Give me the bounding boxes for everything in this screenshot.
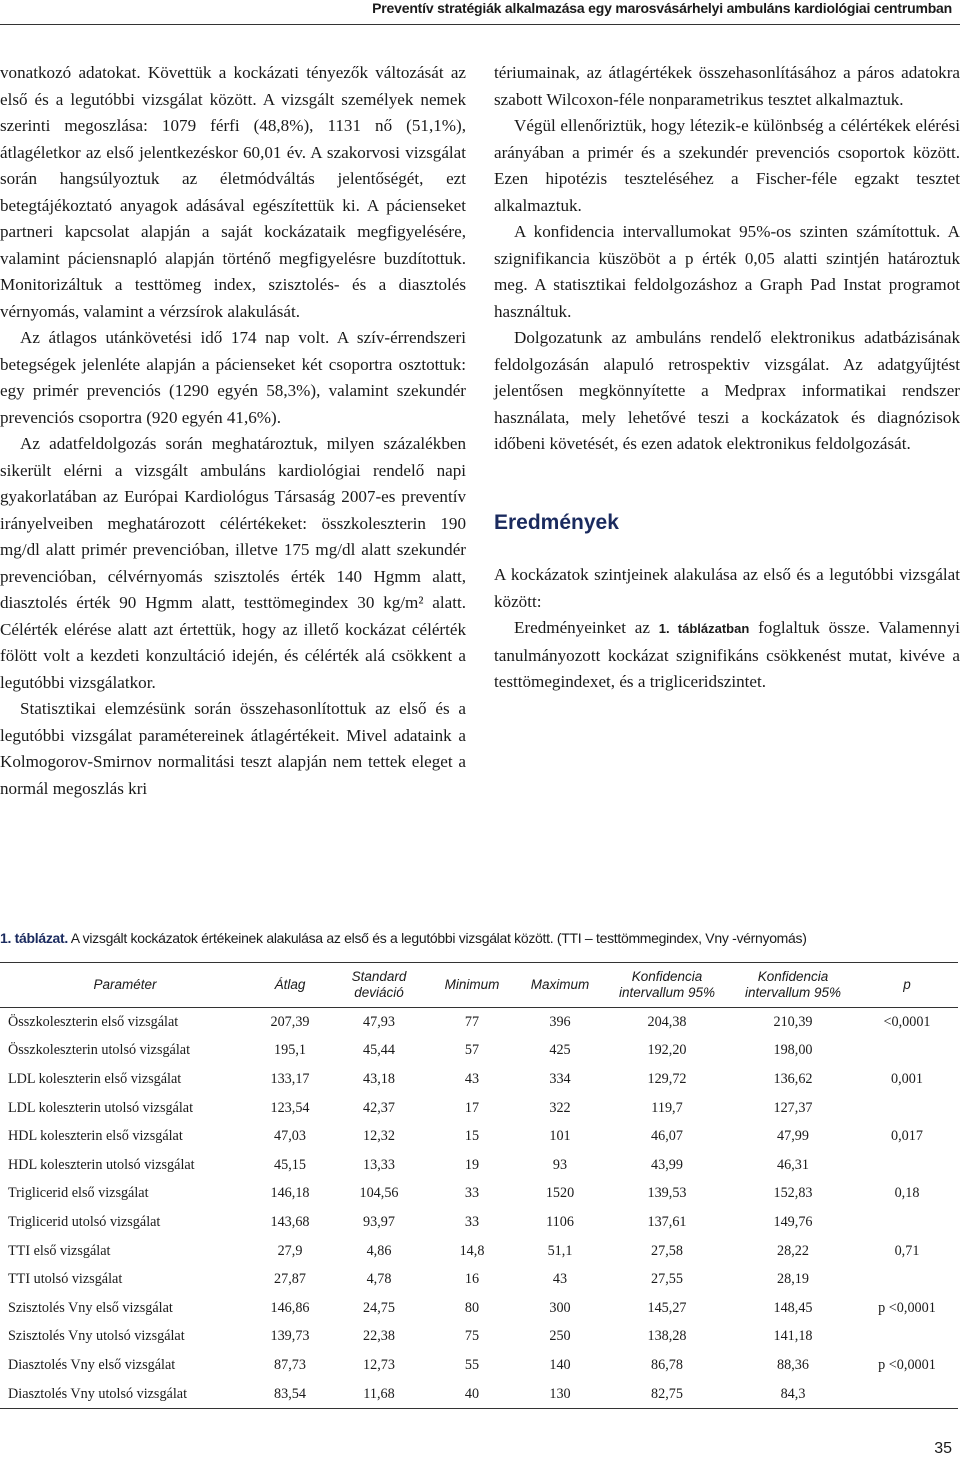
table-row bbox=[0, 1065, 958, 1094]
right-paragraph-4: Dolgozatunk az ambuláns rendelő elektronikus adatbázisának feldolgozásán alapuló retrospektiv vizsgálat. Az adatgyűjtést jelentősen megkönnyítette a Medprax informatikai rendszer használata, mely lehetővé teszi a kockázatok és diagnózisok időbeni követését, és ezen adatok elektronikus feldolgozását. bbox=[494, 328, 960, 453]
table-cell: 4,86 bbox=[366, 1242, 392, 1259]
running-header: Preventív stratégiák alkalmazása egy marosvásárhelyi ambuláns kardiológiai centrumban bbox=[372, 0, 952, 16]
right-paragraph-2: Végül ellenőriztük, hogy létezik-e különbség a célértékek elérési arányában a primér és a szekundér prevenciós csoportok között. Ezen hipotézis teszteléséhez a Fischer-féle egzakt tesztet alkalmaztuk. bbox=[494, 116, 960, 215]
table-cell: p <0,0001 bbox=[878, 1299, 936, 1316]
table-cell: 0,017 bbox=[891, 1128, 923, 1145]
table-header-row bbox=[0, 963, 958, 1008]
row-parameter: HDL koleszterin utolsó vizsgálat bbox=[8, 1156, 195, 1173]
table-cell: 0,001 bbox=[891, 1070, 923, 1087]
table-row bbox=[0, 1237, 958, 1266]
table-cell: 77 bbox=[464, 1013, 480, 1030]
header-rule bbox=[0, 24, 960, 25]
table-cell: 198,00 bbox=[773, 1042, 813, 1059]
header-ci-lower: Konfidencia intervallum 95% bbox=[604, 963, 730, 1008]
table-row bbox=[0, 1122, 958, 1151]
table-cell: 136,62 bbox=[773, 1070, 813, 1087]
table-cell: 27,87 bbox=[274, 1271, 306, 1288]
table-cell: 28,19 bbox=[777, 1271, 809, 1288]
table-cell: 12,32 bbox=[363, 1128, 395, 1145]
row-parameter: LDL koleszterin első vizsgálat bbox=[8, 1070, 182, 1087]
table-caption bbox=[0, 930, 807, 946]
header-mean: Átlag bbox=[250, 963, 330, 1008]
table-cell: 195,1 bbox=[274, 1042, 306, 1059]
table-cell: 88,36 bbox=[777, 1356, 809, 1373]
table-cell: 152,83 bbox=[773, 1185, 813, 1202]
results-paragraph-end: foglaltuk össze. Valamennyi tanulmányozott kockázat szignifikáns csökkenést mutat, kivéve a testtömegindexet, és a trigliceridszintet. bbox=[494, 618, 960, 691]
table-cell: 123,54 bbox=[270, 1099, 310, 1116]
table-cell: 425 bbox=[549, 1042, 571, 1059]
table-body bbox=[0, 1008, 958, 1409]
row-parameter: Triglicerid első vizsgálat bbox=[8, 1185, 149, 1202]
table-cell: 75 bbox=[464, 1328, 480, 1345]
results-table bbox=[0, 962, 958, 1409]
table-cell: 45,15 bbox=[274, 1156, 306, 1173]
table-cell: 51,1 bbox=[547, 1242, 573, 1259]
table-cell: 130 bbox=[516, 1380, 604, 1409]
table-cell: 139,73 bbox=[270, 1328, 310, 1345]
table-cell: p <0,0001 bbox=[878, 1356, 936, 1373]
table-cell: 43,99 bbox=[651, 1156, 683, 1173]
right-paragraph-1: tériumainak, az átlagértékek összehasonlításához a páros adatokra szabott Wilcoxon-féle nonparametrikus tesztet alkalmaztuk. bbox=[494, 63, 960, 109]
table-caption-label: 1. táblázat. bbox=[0, 930, 68, 946]
header-std-dev: Standard deviáció bbox=[330, 963, 428, 1008]
table-cell bbox=[856, 1208, 958, 1237]
table-caption-text: A vizsgált kockázatok értékeinek alakulása az első és a legutóbbi vizsgálat között. (TTI – testtömmegindex, Vny -vérnyomás) bbox=[67, 930, 807, 946]
row-parameter: Diasztolés Vny utolsó vizsgálat bbox=[0, 1380, 250, 1409]
table-cell: 46,31 bbox=[777, 1156, 809, 1173]
section-heading-results: Eredmények bbox=[494, 510, 619, 534]
table-cell: 13,33 bbox=[363, 1156, 395, 1173]
table-cell bbox=[856, 1094, 958, 1123]
table-cell: 129,72 bbox=[647, 1070, 687, 1087]
table-row bbox=[0, 1294, 958, 1323]
row-parameter: TTI utolsó vizsgálat bbox=[8, 1271, 123, 1288]
table-cell: 137,61 bbox=[647, 1213, 687, 1230]
header-minimum: Minimum bbox=[428, 963, 516, 1008]
left-paragraph-1: vonatkozó adatokat. Követtük a kockázati tényezők változását az első és a legutóbbi vizsgálat között. A vizsgált személyek nemek szerinti megoszlása: 1079 férfi (48,8%), 1131 nő (51,1%), átlagéletkor az első jelentkezéskor 60,01 év. A szakorvosi vizsgálat során hangsúlyoztuk az életmódváltás jelentőségét, ezt betegtájékoztató anyagok adásával egészítettük ki. A pácienseket partneri kapcsolat alapján a saját kockázataik megfigyelésére, valamint páciensnapló alapján történő megfigyelésre buzdítottuk. Monitorizáltuk a testtömeg index, szisztolés- és a diasztolés vérnyomás, valamint a vérzsírok alakulását. bbox=[0, 63, 466, 321]
table-cell bbox=[856, 1380, 958, 1409]
table-cell: 43 bbox=[552, 1271, 568, 1288]
row-parameter: TTI első vizsgálat bbox=[8, 1242, 111, 1259]
table-cell: 33 bbox=[464, 1213, 480, 1230]
table-cell: 17 bbox=[464, 1099, 480, 1116]
table-cell: 141,18 bbox=[773, 1328, 813, 1345]
page-number: 35 bbox=[934, 1440, 952, 1457]
results-paragraph-start: Eredményeinket az bbox=[514, 618, 659, 637]
table-row bbox=[0, 1094, 958, 1123]
left-paragraph-4: Statisztikai elemzésünk során összehasonlítottuk az első és a legutóbbi vizsgálat paramétereinek átlagértékeit. Mivel adataink a Kolmogorov-Smirnov normalitási teszt alapján nem tettek eleget a normál megoszlás kri bbox=[0, 699, 466, 798]
row-parameter: Szisztolés Vny utolsó vizsgálat bbox=[8, 1328, 185, 1345]
table-cell: 204,38 bbox=[647, 1013, 687, 1030]
table-cell bbox=[856, 1037, 958, 1066]
results-paragraph bbox=[494, 615, 960, 696]
table-cell bbox=[856, 1265, 958, 1294]
table-cell: 138,28 bbox=[647, 1328, 687, 1345]
table-cell: 300 bbox=[549, 1299, 571, 1316]
table-cell: 15 bbox=[464, 1128, 480, 1145]
table-cell: 47,03 bbox=[274, 1128, 306, 1145]
table-cell: 57 bbox=[464, 1042, 480, 1059]
table-cell: 24,75 bbox=[363, 1299, 395, 1316]
results-intro: A kockázatok szintjeinek alakulása az első és a legutóbbi vizsgálat között: bbox=[494, 565, 960, 611]
table-cell: 143,68 bbox=[270, 1213, 310, 1230]
table-cell: 192,20 bbox=[647, 1042, 687, 1059]
table-cell: 148,45 bbox=[773, 1299, 813, 1316]
table-cell: 1106 bbox=[546, 1213, 574, 1230]
table-cell: 47,93 bbox=[363, 1013, 395, 1030]
row-parameter: Diasztolés Vny első vizsgálat bbox=[8, 1356, 176, 1373]
table-cell: 80 bbox=[464, 1299, 480, 1316]
header-parameter: Paraméter bbox=[0, 963, 250, 1008]
table-cell: 146,18 bbox=[270, 1185, 310, 1202]
table-cell: 83,54 bbox=[250, 1380, 330, 1409]
table-cell: 55 bbox=[464, 1356, 480, 1373]
table-cell: 0,71 bbox=[894, 1242, 920, 1259]
row-parameter: HDL koleszterin első vizsgálat bbox=[8, 1128, 183, 1145]
table-cell: 27,55 bbox=[651, 1271, 683, 1288]
table-row bbox=[0, 1208, 958, 1237]
row-parameter: LDL koleszterin utolsó vizsgálat bbox=[8, 1099, 194, 1116]
table-cell: 16 bbox=[464, 1271, 480, 1288]
table-row bbox=[0, 1037, 958, 1066]
table-cell: 127,37 bbox=[773, 1099, 813, 1116]
table-cell: 27,9 bbox=[277, 1242, 303, 1259]
table-row bbox=[0, 1151, 958, 1180]
left-column bbox=[0, 60, 466, 802]
table-cell: 33 bbox=[464, 1185, 480, 1202]
header-ci-upper: Konfidencia intervallum 95% bbox=[730, 963, 856, 1008]
table-cell: 87,73 bbox=[274, 1356, 306, 1373]
table-cell: 4,78 bbox=[366, 1271, 392, 1288]
table-row bbox=[0, 1351, 958, 1380]
table-cell: 396 bbox=[549, 1013, 571, 1030]
table-cell: 0,18 bbox=[894, 1185, 920, 1202]
table-cell: 14,8 bbox=[459, 1242, 485, 1259]
table-cell: 43 bbox=[464, 1070, 480, 1087]
right-column bbox=[494, 60, 960, 696]
table-reference: 1. táblázatban bbox=[658, 621, 750, 636]
table-cell: 93 bbox=[552, 1156, 568, 1173]
table-cell: 146,86 bbox=[270, 1299, 310, 1316]
table-cell: 82,75 bbox=[604, 1380, 730, 1409]
table-cell bbox=[856, 1323, 958, 1352]
table-row bbox=[0, 1323, 958, 1352]
left-paragraph-3: Az adatfeldolgozás során meghatároztuk, milyen százalékben sikerült elérni a vizsgált ambuláns kardiológiai rendelő napi gyakorlatában az Európai Kardiológus Társaság 2007-es preventív irányelveiben meghatározott célértékeket: összkoleszterin 190 mg/dl alatt primér prevencióban, illetve 175 mg/dl alatt szekundér prevencióban, célvérnyomás szisztolés érték 140 Hgmm alatt, diasztolés érték 90 Hgmm alatt, testtömegindex 30 kg/m² alatt. Célérték elérése alatt azt értettük, hogy az illető kockázat célérték fölött volt a kezdeti konzultáció idején, és célérték alá csökkent a legutóbbi vizsgálatkor. bbox=[0, 434, 466, 692]
table-cell: 42,37 bbox=[363, 1099, 395, 1116]
header-p-value: p bbox=[856, 963, 958, 1008]
table-cell: 145,27 bbox=[647, 1299, 687, 1316]
table-cell: <0,0001 bbox=[883, 1013, 931, 1030]
table-cell: 22,38 bbox=[363, 1328, 395, 1345]
table-cell: 140 bbox=[549, 1356, 571, 1373]
header-maximum: Maximum bbox=[516, 963, 604, 1008]
table-cell: 86,78 bbox=[651, 1356, 683, 1373]
table-cell: 47,99 bbox=[777, 1128, 809, 1145]
table-cell: 139,53 bbox=[647, 1185, 687, 1202]
row-parameter: Összkoleszterin első vizsgálat bbox=[8, 1013, 179, 1030]
row-parameter: Triglicerid utolsó vizsgálat bbox=[8, 1213, 161, 1230]
table-cell: 12,73 bbox=[363, 1356, 395, 1373]
table-cell: 28,22 bbox=[777, 1242, 809, 1259]
table-row bbox=[0, 1265, 958, 1294]
table-cell: 210,39 bbox=[773, 1013, 813, 1030]
table-cell: 84,3 bbox=[730, 1380, 856, 1409]
table-cell: 250 bbox=[549, 1328, 571, 1345]
left-paragraph-2: Az átlagos utánkövetési idő 174 nap volt. A szív-érrendszeri betegségek jelenléte alapján a pácienseket két csoportra osztottuk: egy primér prevenciós (1290 egyén 58,3%), valamint szekundér prevenciós csoportra (920 egyén 41,6%). bbox=[0, 328, 466, 427]
table-cell: 104,56 bbox=[359, 1185, 399, 1202]
row-parameter: Összkoleszterin utolsó vizsgálat bbox=[8, 1042, 191, 1059]
table-row bbox=[0, 1180, 958, 1209]
table-cell: 149,76 bbox=[773, 1213, 813, 1230]
table-cell: 27,58 bbox=[651, 1242, 683, 1259]
table-cell: 11,68 bbox=[330, 1380, 428, 1409]
table-row bbox=[0, 1380, 958, 1409]
table-cell: 45,44 bbox=[363, 1042, 395, 1059]
right-paragraph-3: A konfidencia intervallumokat 95%-os szinten számítottuk. A szignifikancia küszöböt a p érték 0,05 alatti szintjén határoztuk meg. A statisztikai feldolgozáshoz a Graph Pad Instat programot használtuk. bbox=[494, 222, 960, 321]
table-cell: 119,7 bbox=[651, 1099, 683, 1116]
table-cell: 1520 bbox=[545, 1185, 575, 1202]
table-cell: 101 bbox=[549, 1128, 571, 1145]
table-row bbox=[0, 1008, 958, 1037]
table-cell bbox=[856, 1151, 958, 1180]
table-cell: 40 bbox=[428, 1380, 516, 1409]
table-cell: 322 bbox=[549, 1099, 571, 1116]
table-cell: 46,07 bbox=[651, 1128, 683, 1145]
table-cell: 133,17 bbox=[270, 1070, 310, 1087]
table-cell: 334 bbox=[549, 1070, 571, 1087]
table-cell: 93,97 bbox=[363, 1213, 395, 1230]
table-cell: 43,18 bbox=[363, 1070, 395, 1087]
row-parameter: Szisztolés Vny első vizsgálat bbox=[8, 1299, 173, 1316]
table-cell: 19 bbox=[464, 1156, 480, 1173]
table-cell: 207,39 bbox=[270, 1013, 310, 1030]
